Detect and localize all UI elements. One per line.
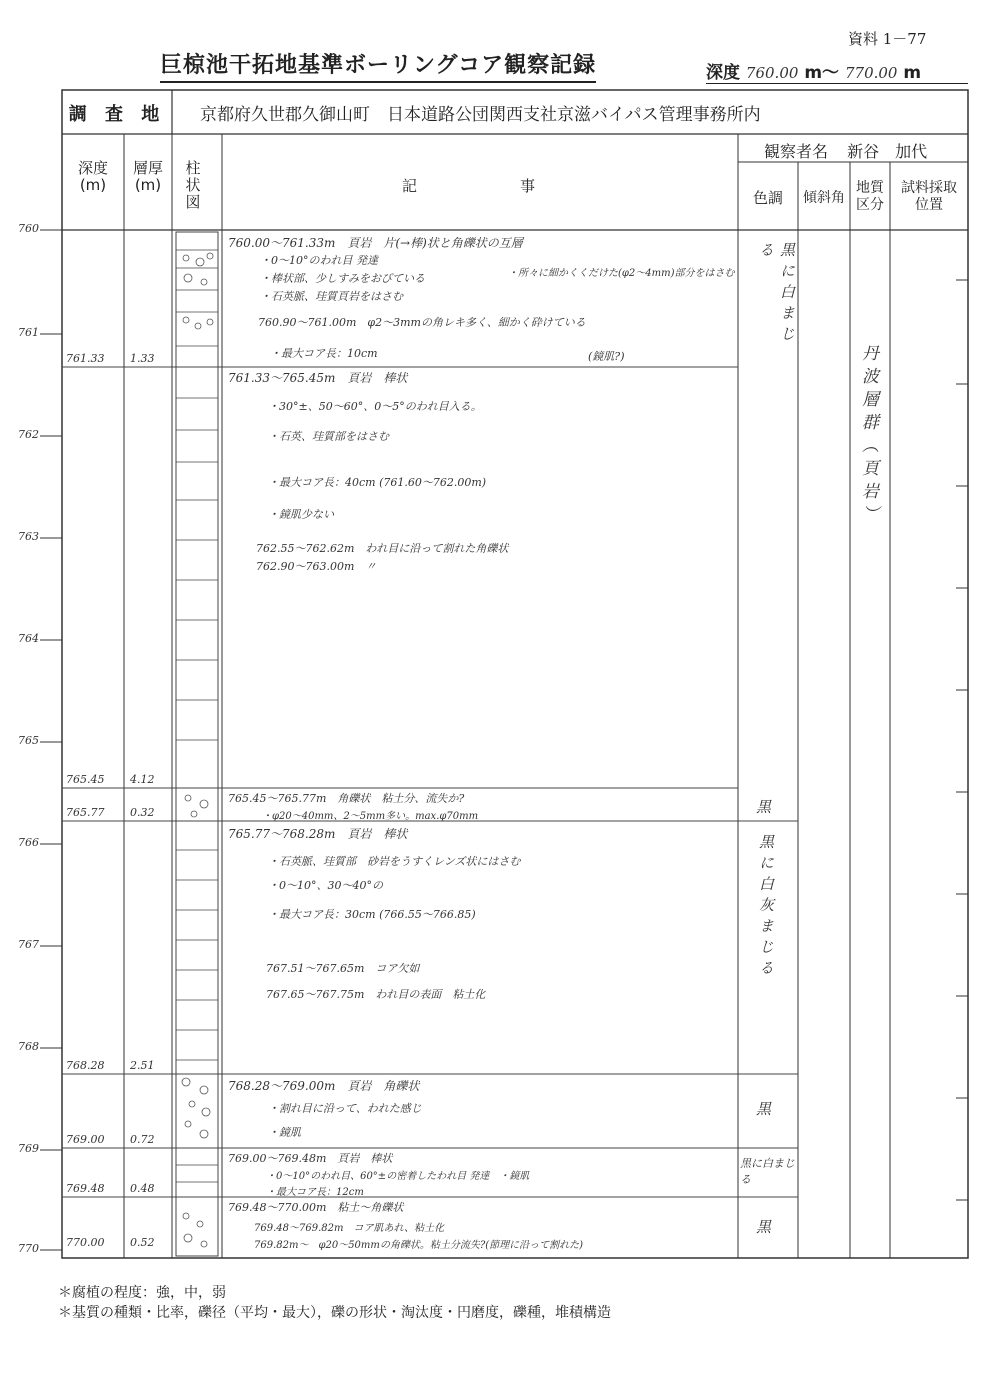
note-line: ・最大コア長：12cm	[266, 1187, 364, 1198]
note-line: 765.45～765.77m 角礫状 粘土分、流失か?	[228, 792, 465, 805]
layer-thickness: 2.51	[130, 1059, 155, 1072]
note-line: ・石英脈、珪質部 砂岩をうすくレンズ状にはさむ	[268, 855, 521, 868]
layer-depth: 761.33	[66, 352, 105, 365]
depth-tick: 769	[18, 1142, 39, 1155]
footnote: ＊基質の種類・比率，礫径（平均・最大），礫の形状・淘汰度・円磨度，礫種，堆積構造	[58, 1305, 611, 1321]
note-line: (鏡肌?)	[588, 350, 625, 363]
depth-tick: 765	[18, 734, 39, 747]
color-value: 黒に白灰まじる	[757, 834, 775, 981]
note-line: ・鏡肌	[268, 1126, 301, 1139]
note-line: 769.00～769.48m 頁岩 棒状	[228, 1152, 393, 1165]
depth-range-label: 深度	[706, 63, 740, 83]
layer-depth: 770.00	[66, 1236, 105, 1249]
note-line: 769.82m～ φ20～50mmの角礫状。粘土分流失?(節理に沿って割れた)	[254, 1240, 584, 1251]
header-column: 柱状図	[185, 159, 201, 211]
note-line: ・最大コア長：30cm (766.55～766.85)	[268, 908, 476, 921]
layer-thickness: 4.12	[130, 773, 155, 786]
depth-tick: 760	[18, 222, 39, 235]
depth-tick: 763	[18, 530, 39, 543]
footnote: ＊腐植の程度：強，中，弱	[58, 1285, 226, 1301]
layer-depth: 768.28	[66, 1059, 105, 1072]
geology-value: 丹波層群（頁岩）	[858, 344, 878, 528]
note-line: ・割れ目に沿って、われた感じ	[268, 1102, 422, 1115]
header-depth: 深度 (m)	[77, 159, 108, 194]
color-value: 黒に白まじる	[740, 1157, 795, 1186]
layer-thickness: 1.33	[130, 352, 155, 365]
note-line: 762.90～763.00m 〃	[256, 560, 377, 573]
color-value: 黒	[756, 1218, 772, 1236]
layer-thickness: 0.32	[130, 806, 155, 819]
note-line: ・所々に細かくくだけた(φ2～4mm)部分をはさむ	[508, 268, 735, 279]
color-value: 黒	[756, 1100, 772, 1118]
depth-from: 760.00	[745, 64, 799, 82]
depth-tick: 762	[18, 428, 39, 441]
note-line: ・0～10°、30～40°の	[268, 879, 383, 892]
note-line: ・30°±、50～60°、0～5°のわれ目入る。	[268, 400, 482, 413]
depth-tick: 767	[18, 938, 39, 951]
note-line: ・最大コア長：40cm (761.60～762.00m)	[268, 476, 487, 489]
header-thickness: 層厚 (m)	[132, 159, 163, 194]
layer-depth: 769.00	[66, 1133, 105, 1146]
depth-unit-mid: m～	[804, 63, 840, 83]
layer-depth: 765.77	[66, 806, 105, 819]
site-label: 調 査 地	[68, 104, 166, 125]
note-line: 760.90～761.00m φ2～3mmの角レキ多く、細かく砕けている	[258, 316, 586, 329]
document-id: 資料 1－77	[848, 30, 927, 48]
note-line: ・0～10°のわれ目、60°±の密着したわれ目 発達 ・鏡肌	[266, 1171, 530, 1182]
note-line: 769.48～769.82m コア肌あれ、粘土化	[254, 1223, 445, 1234]
header-color: 色調	[752, 189, 783, 207]
color-value: 黒に白まじる	[757, 242, 796, 347]
note-line: 761.33～765.45m 頁岩 棒状	[228, 371, 408, 385]
core-column-drawing	[176, 232, 218, 1256]
depth-tick: 764	[18, 632, 39, 645]
note-line: ・棒状部、少しすみをおびている	[260, 272, 425, 285]
observer-name: 新谷 加代	[847, 142, 928, 161]
note-line: 765.77～768.28m 頁岩 棒状	[228, 827, 408, 841]
layer-depth: 765.45	[66, 773, 105, 786]
header-notes-1: 記	[402, 177, 418, 195]
layer-depth: 769.48	[66, 1182, 105, 1195]
note-line: 769.48～770.00m 粘土～角礫状	[228, 1201, 404, 1214]
depth-tick: 768	[18, 1040, 39, 1053]
note-line: ・石英、珪質部をはさむ	[268, 430, 389, 443]
header-dip: 傾斜角	[803, 190, 845, 206]
note-line: ・φ20～40mm、2～5mm多い。max.φ70mm	[262, 811, 479, 822]
depth-tick: 761	[18, 326, 39, 339]
header-geology: 地質 区分	[856, 180, 884, 213]
observer-label: 観察者名	[764, 142, 829, 161]
depth-unit: m	[903, 63, 922, 83]
depth-tick: 770	[18, 1242, 39, 1255]
depth-tick: 766	[18, 836, 39, 849]
note-line: ・最大コア長：10cm	[270, 347, 378, 360]
note-line: 760.00～761.33m 頁岩 片(→棒)状と角礫状の互層	[228, 236, 523, 250]
header-notes-2: 事	[520, 177, 536, 195]
depth-to: 770.00	[844, 64, 898, 82]
note-line: 762.55～762.62m われ目に沿って割れた角礫状	[256, 542, 509, 555]
note-line: ・0～10°のわれ目 発達	[260, 254, 378, 267]
header-sample: 試料採取 位置	[901, 180, 957, 213]
note-line: 767.51～767.65m コア欠如	[266, 962, 420, 975]
color-value: 黒	[756, 798, 772, 816]
observer	[764, 139, 927, 162]
layer-thickness: 0.52	[130, 1236, 155, 1249]
note-line: 767.65～767.75m われ目の表面 粘土化	[266, 988, 486, 1001]
note-line: ・石英脈、珪質頁岩をはさむ	[260, 290, 403, 303]
layer-thickness: 0.72	[130, 1133, 155, 1146]
site-value: 京都府久世郡久御山町 日本道路公団関西支社京滋バイパス管理事務所内	[200, 105, 761, 125]
layer-thickness: 0.48	[130, 1182, 155, 1195]
note-line: 768.28～769.00m 頁岩 角礫状	[228, 1079, 420, 1093]
note-line: ・鏡肌少ない	[268, 508, 334, 521]
page-title: 巨椋池干拓地基準ボーリングコア観察記録	[160, 48, 596, 83]
